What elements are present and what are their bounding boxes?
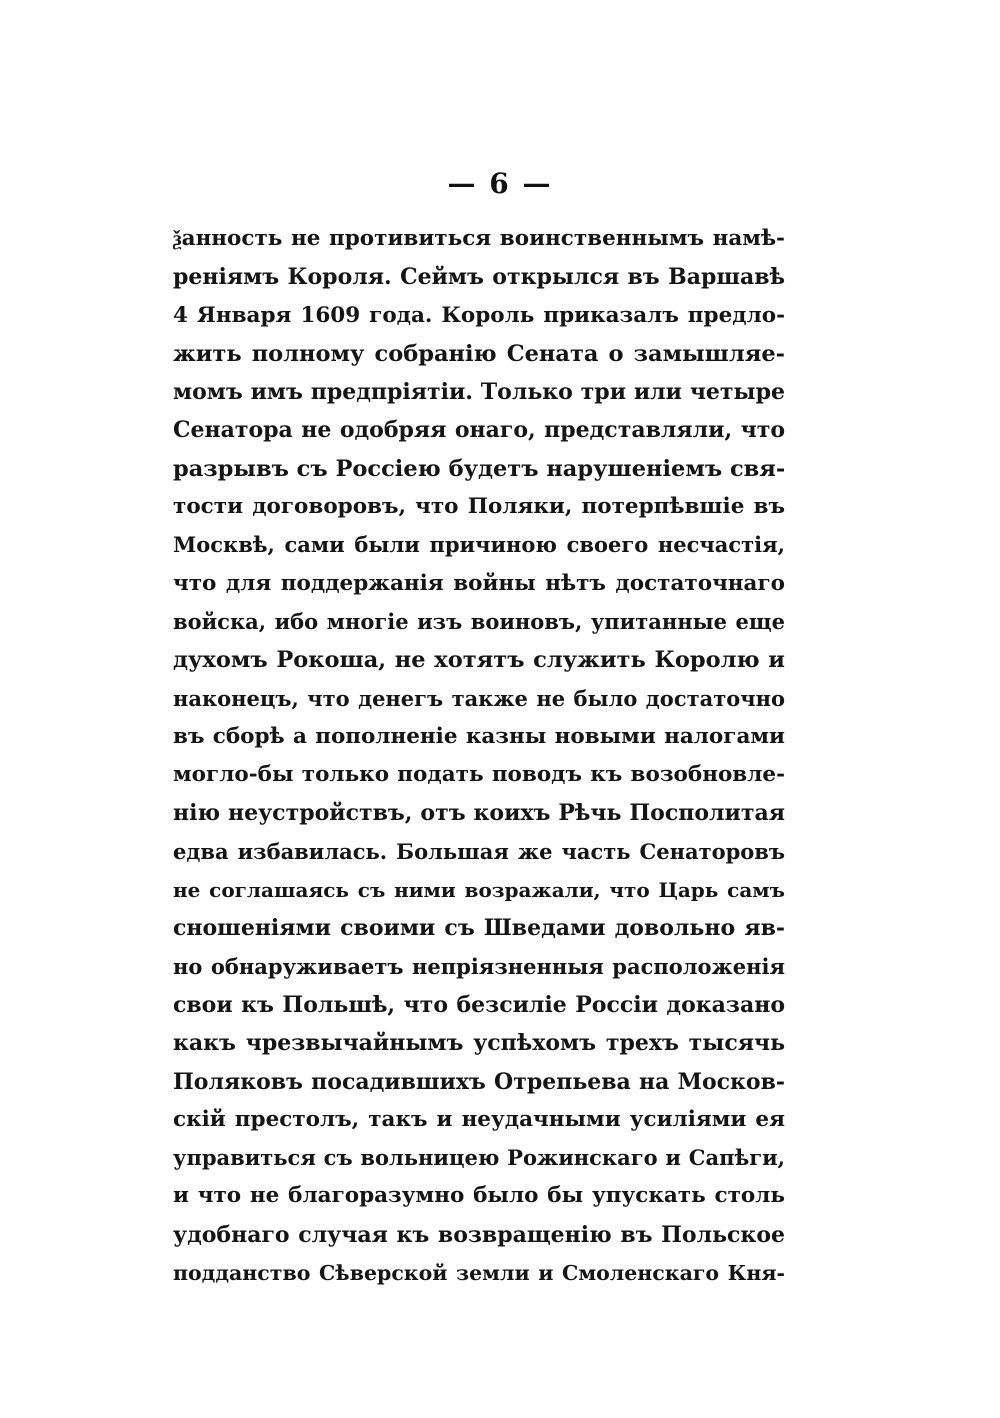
- text-line: 4 Января 1609 года. Король приказалъ предло-: [173, 302, 785, 328]
- body-text: [173, 220, 785, 1292]
- text-line: Поляковъ посадившихъ Отрепьева на Москов-: [173, 1068, 785, 1095]
- text-line: жить полному собранію Сената о замышляе-: [173, 340, 785, 367]
- text-line: войска, ибо многіе изъ воиновъ, упитанные еще: [173, 608, 785, 634]
- text-line: наконецъ, что денегъ также не было достаточно: [173, 685, 785, 711]
- text-line: тости договоровъ, что Поляки, потерпѣвшіе въ: [173, 494, 785, 520]
- text-line: управиться съ вольницею Рожинскаго и Сапѣги,: [173, 1145, 785, 1171]
- text-line: но обнаруживаетъ непріязненныя расположенія: [173, 953, 785, 979]
- text-line: едва избавилась. Большая же часть Сенаторовъ: [173, 838, 785, 864]
- text-line: и что не благоразумно было бы упускать столь: [173, 1183, 785, 1209]
- text-line: нію неустройствъ, отъ коихъ Рѣчь Посполитая: [173, 800, 785, 827]
- text-line: Сенатора не одобряя онаго, представляли, что: [173, 417, 785, 444]
- text-line: сношеніями своими съ Шведами довольно яв-: [173, 915, 785, 942]
- text-line: могло-бы только подать поводъ къ возобновле-: [173, 762, 785, 788]
- text-line: свои къ Польшѣ, что безсиліе Россіи доказано: [173, 991, 785, 1018]
- text-line: какъ чрезвычайнымъ успѣхомъ трехъ тысячь: [173, 1030, 785, 1057]
- text-line: не соглашаясь съ ними возражали, что Царь самъ: [173, 878, 785, 903]
- text-line: реніямъ Короля. Сеймъ открылся въ Варшавѣ: [173, 264, 785, 291]
- text-line: ѯанность не противиться воинственнымъ намѣ-: [173, 226, 785, 251]
- text-line: удобнаго случая къ возвращенію въ Польское: [173, 1221, 785, 1248]
- text-line: духомъ Рокоша, не хотятъ служить Королю и: [173, 647, 785, 674]
- text-line: Москвѣ, сами были причиною своего несчастія,: [173, 532, 785, 558]
- text-line: въ сборѣ а пополненіе казны новыми налогами: [173, 723, 785, 749]
- text-line: скій престолъ, такъ и неудачными усиліями ея: [173, 1106, 785, 1132]
- text-line: момъ имъ предпріятіи. Только три или четыре: [173, 379, 785, 406]
- page-number: — 6 —: [447, 167, 553, 200]
- text-line: подданство Сѣверской земли и Смоленскаго Кня-: [173, 1261, 785, 1286]
- text-line: что для поддержанія войны нѣтъ достаточнаго: [173, 570, 785, 596]
- text-line: разрывъ съ Россіею будетъ нарушеніемъ свя-: [173, 455, 785, 482]
